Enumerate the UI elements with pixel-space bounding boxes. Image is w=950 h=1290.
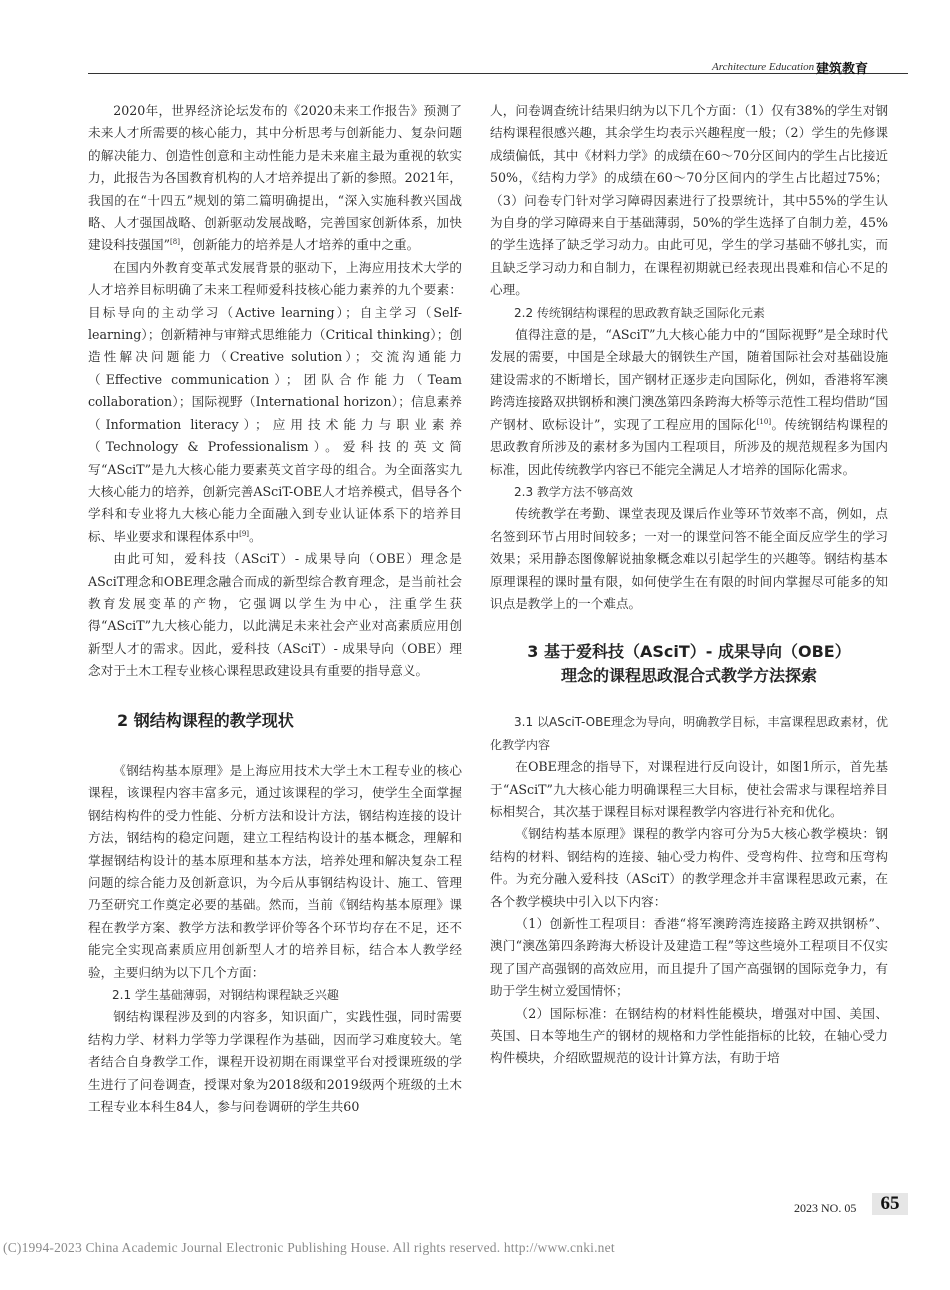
journal-title-en: Architecture Education bbox=[712, 61, 815, 73]
paragraph: 钢结构课程涉及到的内容多，知识面广，实践性强，同时需要结构力学、材料力学等力学课程作为基础，因而学习难度较大。笔者结合自身教学工作，课程开设初期在雨课堂平台对授课班级的学生进行了问卷调查，授课对象为2018级和2019级两个班级的土木工程专业本科生84人，参与问卷调研的学生共60 bbox=[88, 1009, 462, 1115]
page-number: 65 bbox=[872, 1193, 908, 1215]
paragraph: 传统教学在考勤、课堂表现及课后作业等环节效率不高，例如，点名签到环节占用时间较多；一对一的课堂问答不能全面反应学生的学习效果；采用静态图像解说抽象概念难以引起学生的兴趣等。钢结构基本原理课程的课时量有限，如何使学生在有限的时间内掌握尽可能多的知识点是教学上的一个难点。 bbox=[490, 506, 888, 611]
copyright-notice: (C)1994-2023 China Academic Journal Electronic Publishing House. All rights reserved. http://www.cnki.net bbox=[3, 1240, 615, 1255]
paragraph: 人，问卷调查统计结果归纳为以下几个方面：（1）仅有38%的学生对钢结构课程很感兴趣，其余学生均表示兴趣程度一般；（2）学生的先修课成绩偏低，其中《材料力学》的成绩在60～70分区间内的学生占比接近50%，《结构力学》的成绩在60～70分区间内的学生占比超过75%；（3）问卷专门针对学习障碍因素进行了投票统计，其中55%的学生认为自身的学习障碍来自于基础薄弱，50%的学生选择了自制力差，45%的学生选择了缺乏学习动力。由此可见，学生的学习基础不够扎实，而且缺乏学习动力和自制力，在课程初期就已经表现出畏难和信心不足的心理。 bbox=[490, 103, 888, 298]
right-column bbox=[490, 100, 888, 1070]
paragraph: 由此可知，爱科技（ASciT）- 成果导向（OBE）理念是ASciT理念和OBE理念融合而成的新型综合教育理念，是当前社会教育发展变革的产物，它强调以学生为中心，注重学生获得“ASciT”九大核心能力，以此满足未来社会产业对高素质应用创新型人才的需求。因此，爱科技（ASciT）- 成果导向（OBE）理念对于土木工程专业核心课程思政建设具有重要的指导意义。 bbox=[88, 551, 462, 679]
paragraph: 在OBE理念的指导下，对课程进行反向设计，如图1所示，首先基于“ASciT”九大核心能力明确课程三大目标，使社会需求与课程培养目标相契合，其次基于课程目标对课程教学内容进行补充和优化。 bbox=[490, 759, 888, 819]
paragraph: （2）国际标准：在钢结构的材料性能模块，增强对中国、美国、英国、日本等地生产的钢材的规格和力学性能指标的比较，在轴心受力构件模块，介绍欧盟规范的设计计算方法，有助于培 bbox=[490, 1005, 888, 1066]
subsection-heading: 2.2 传统钢结构课程的思政教育缺乏国际化元素 bbox=[514, 305, 765, 320]
section-heading: 3 基于爱科技（ASciT）- 成果导向（OBE） 理念的课程思政混合式教学方法探索 bbox=[527, 642, 851, 686]
subsection-heading: 2.1 学生基础薄弱，对钢结构课程缺乏兴趣 bbox=[112, 988, 339, 1003]
citation[interactable]: [9] bbox=[239, 529, 250, 538]
issue-number: 2023 NO. 05 bbox=[794, 1201, 857, 1215]
paragraph: 值得注意的是，“ASciT”九大核心能力中的“国际视野”是全球时代发展的需要，中国是全球最大的钢铁生产国，随着国际社会对基础设施建设需求的不断增长，国产钢材正逐步走向国际化，例如，香港将军澳跨湾连接路双拱钢桥和澳门澳氹第四条跨海大桥等示范性工程均借助“国产钢材、欧标设计”，实现了工程应用的国际化[10]。传统钢结构课程的思政教育所涉及的素材多为国内工程项目，所涉及的规范规程多为国内标准，因此传统教学内容已不能完全满足人才培养的国际化需求。 bbox=[490, 327, 888, 477]
section-heading: 2 钢结构课程的教学现状 bbox=[117, 710, 294, 730]
citation[interactable]: [8] bbox=[170, 238, 180, 247]
subsection-heading: 3.1 以ASciT-OBE理念为导向，明确教学目标，丰富课程思政素材，优化教学内容 bbox=[490, 715, 888, 752]
citation[interactable]: [10] bbox=[756, 417, 772, 426]
paragraph: 《钢结构基本原理》是上海应用技术大学土木工程专业的核心课程，该课程内容丰富多元，通过该课程的学习，使学生全面掌握钢结构构件的受力性能、分析方法和设计方法，钢结构连接的设计方法，钢结构的稳定问题，建立工程结构设计的基本概念，理解和掌握钢结构设计的基本原理和基本方法，培养处理和解决复杂工程问题的综合能力及创新意识，为今后从事钢结构设计、施工、管理乃至研究工作奠定必要的基础。然而，当前《钢结构基本原理》课程在教学方案、教学方法和教学评价等各个环节均存在不足，还不能完全实现高素质应用创新型人才的培养目标，结合本人教学经验，主要归纳为以下几个方面： bbox=[88, 762, 462, 980]
journal-title-cn: 建筑教育 bbox=[816, 62, 869, 77]
paragraph: 2020年，世界经济论坛发布的《2020未来工作报告》预测了未来人才所需要的核心能力，其中分析思考与创新能力、复杂问题的解决能力、创造性创意和主动性能力是未来雇主最为重视的软实力，此报告为各国教育机构的人才培养提出了新的参照。2021年，我国的在“十四五”规划的第二篇明确提出，“深入实施科教兴国战略、人才强国战略、创新驱动发展战略，完善国家创新体系，加快建设科技强国”[8]，创新能力的培养是人才培养的重中之重。 bbox=[88, 103, 462, 253]
header-rule bbox=[88, 73, 908, 74]
subsection-heading: 2.3 教学方法不够高效 bbox=[514, 484, 633, 499]
paragraph: （1）创新性工程项目：香港“将军澳跨湾连接路主跨双拱钢桥”、澳门“澳氹第四条跨海大桥设计及建造工程”等这些境外工程项目不仅实现了国产高强钢的高效应用，而且提升了国产高强钢的国际竞争力，有助于学生树立爱国情怀； bbox=[490, 916, 888, 999]
paragraph: 《钢结构基本原理》课程的教学内容可分为5大核心教学模块：钢结构的材料、钢结构的连接、轴心受力构件、受弯构件、拉弯和压弯构件。为充分融入爱科技（ASciT）的教学理念并丰富课程思政元素，在各个教学模块中引入以下内容： bbox=[490, 826, 888, 909]
left-column bbox=[88, 100, 462, 1118]
paragraph: 在国内外教育变革式发展背景的驱动下，上海应用技术大学的人才培养目标明确了未来工程师爱科技核心能力素养的九个要素：目标导向的主动学习（Active learning）；自主学习（Self-learning）；创新精神与审辩式思维能力（Critical thinking）；创造性解决问题能力（Creative solution）；交流沟通能力（Effective communication）；团队合作能力（Team collaboration）；国际视野（International horizon）；信息素养（Information literacy）；应用技术能力与职业素养（Technology & Professionalism）。爱科技的英文简写“ASciT”是九大核心能力要素英文首字母的组合。为全面落实九大核心能力的培养，创新完善ASciT-OBE人才培养模式，倡导各个学科和专业将九大核心能力全面融入到专业认证体系下的培养目标、毕业要求和课程体系中[9]。 bbox=[88, 259, 462, 544]
